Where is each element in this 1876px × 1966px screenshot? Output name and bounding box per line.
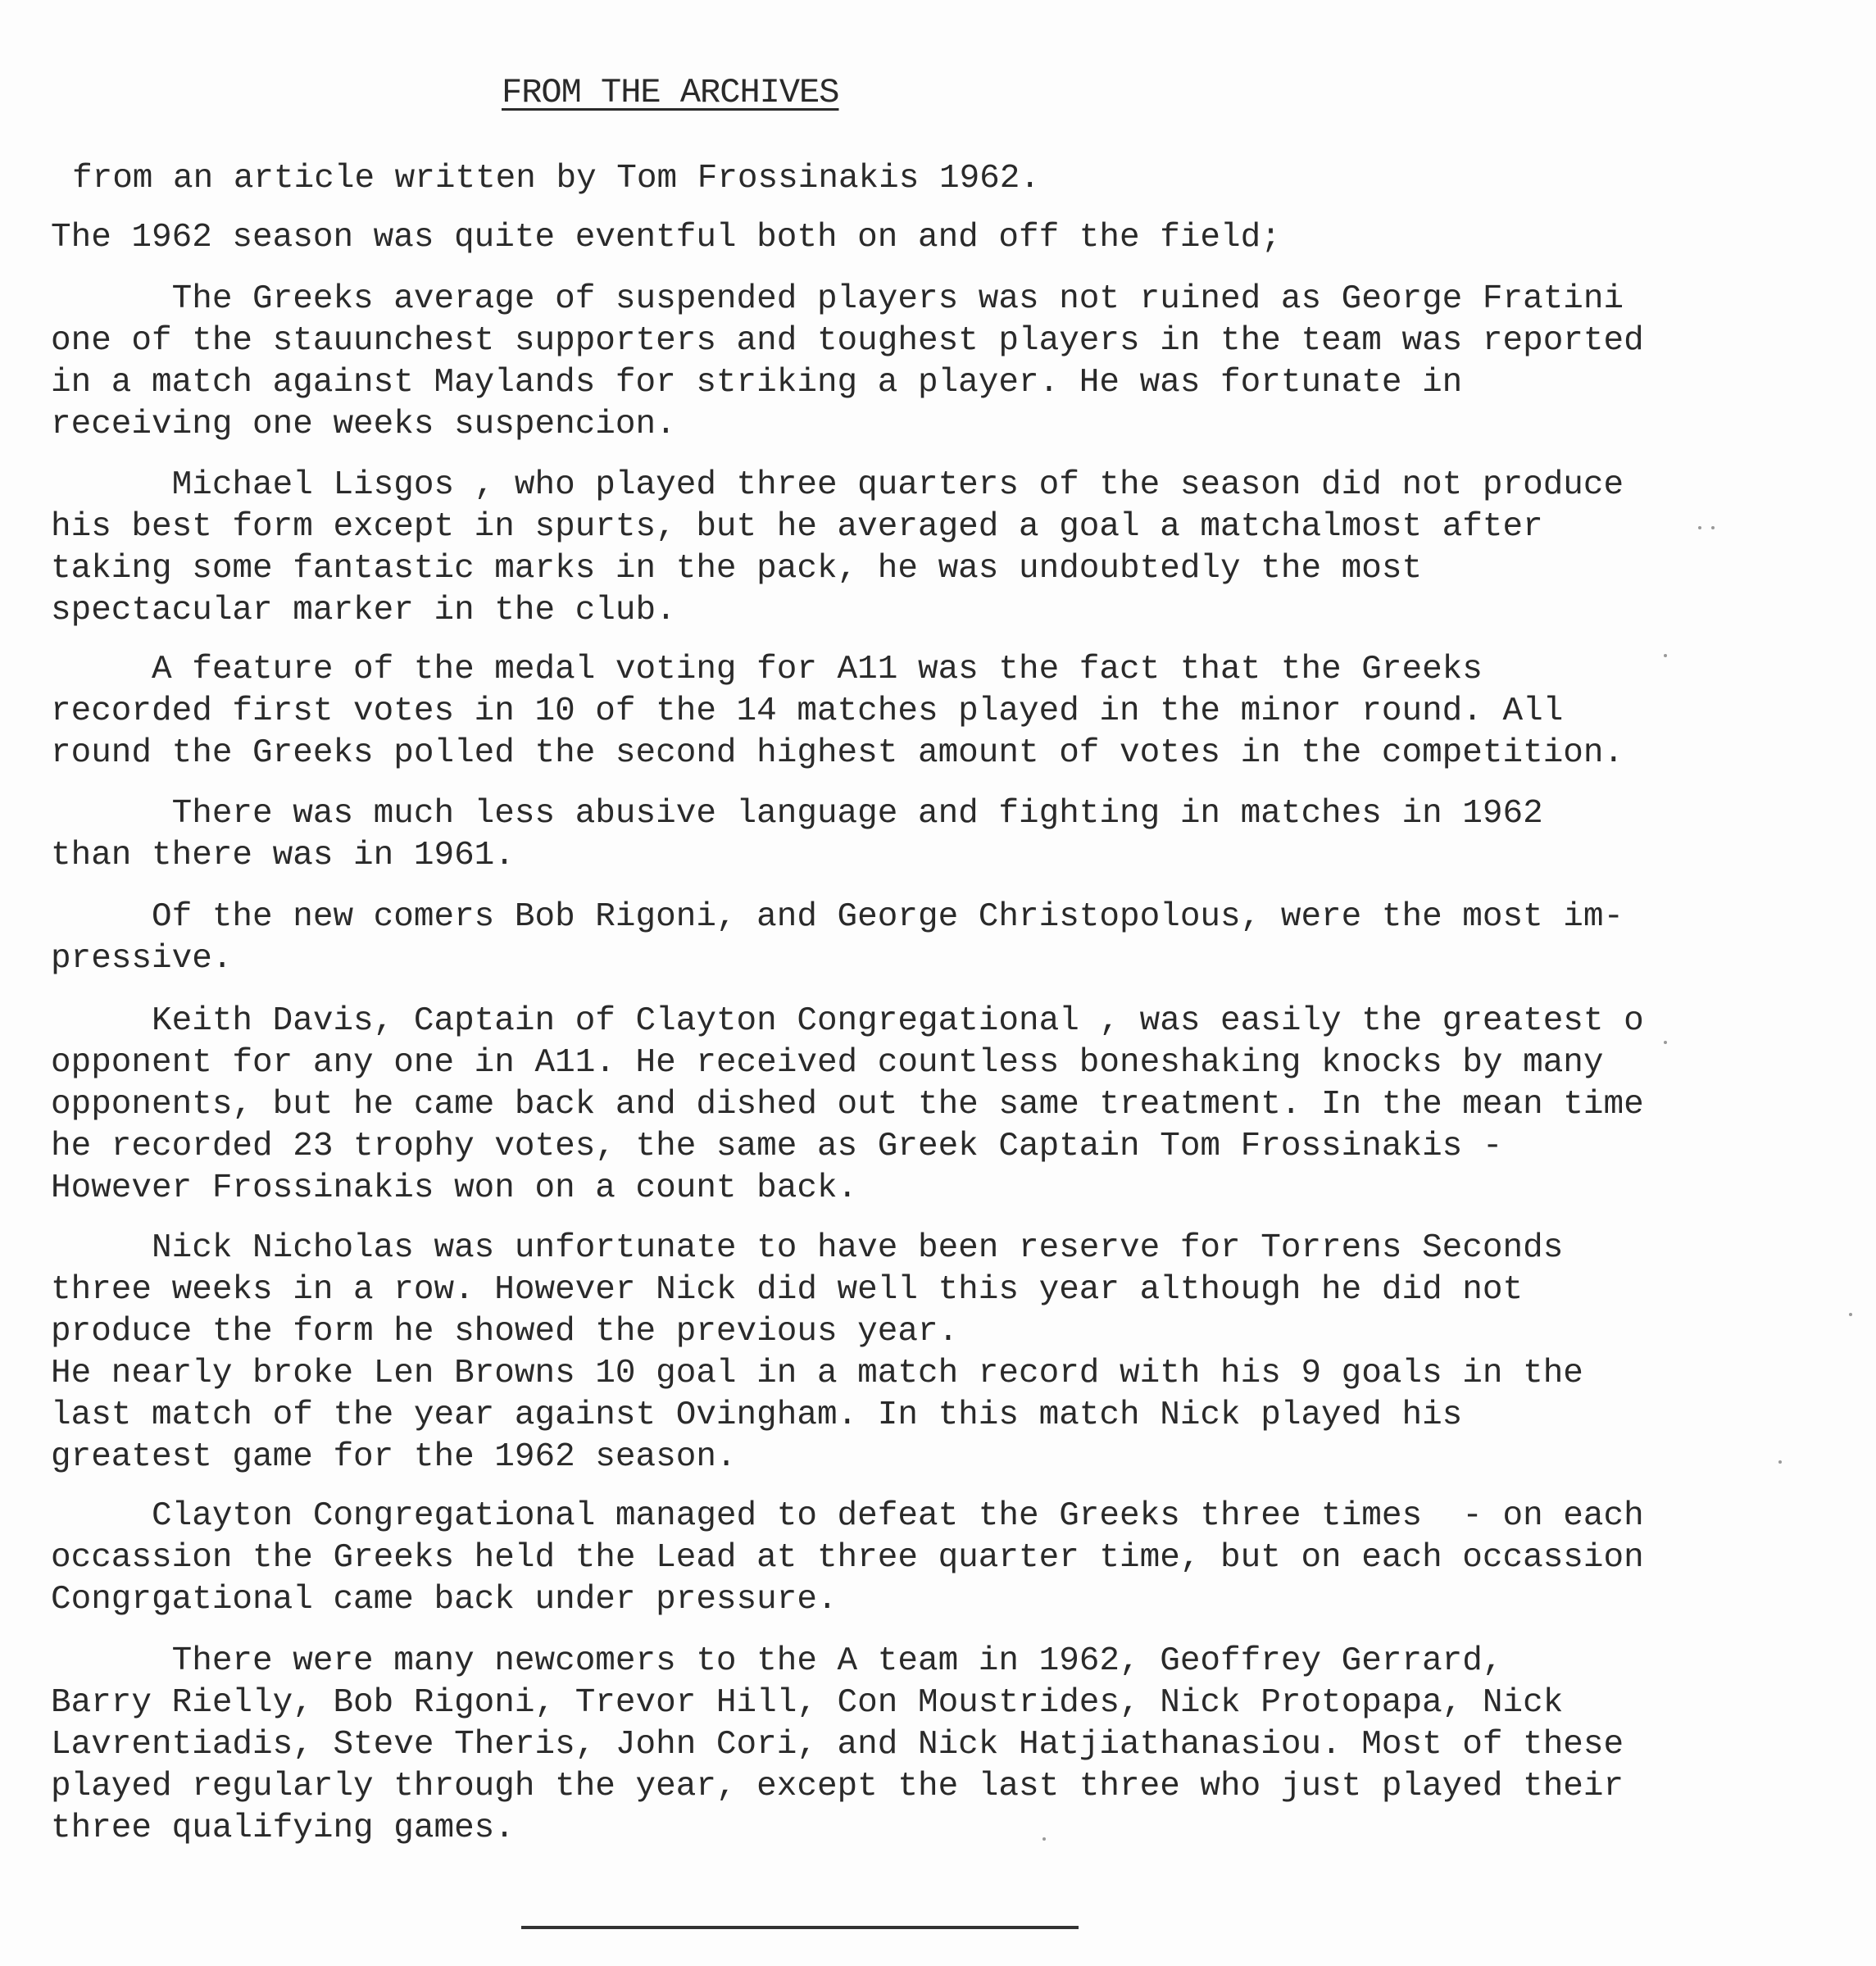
text-line: However Frossinakis won on a count back.	[51, 1169, 858, 1207]
closing-rule	[521, 1926, 1079, 1929]
paragraph-lisgos	[51, 465, 1624, 632]
text-line: Nick Nicholas was unfortunate to have been reserve for Torrens Seconds	[51, 1229, 1564, 1267]
paragraph-fratini	[51, 279, 1644, 446]
byline: from an article written by Tom Frossinakis 1962.	[72, 160, 1040, 198]
paragraph-newcomers-a-team	[51, 1641, 1624, 1850]
text-line: round the Greeks polled the second highest amount of votes in the competition.	[51, 734, 1624, 772]
text-line: three qualifying games.	[51, 1809, 515, 1847]
text-line: he recorded 23 trophy votes, the same as Greek Captain Tom Frossinakis -	[51, 1128, 1503, 1165]
paper-speck	[1698, 526, 1701, 529]
paper-speck	[1664, 654, 1667, 657]
paragraph-clayton	[51, 1496, 1644, 1621]
text-line: produce the form he showed the previous year.	[51, 1313, 959, 1351]
text-line: in a match against Maylands for striking a player. He was fortunate in	[51, 364, 1463, 402]
text-line: Of the new comers Bob Rigoni, and George Christopolous, were the most im-	[51, 898, 1624, 936]
text-line: opponent for any one in A11. He received countless boneshaking knocks by many	[51, 1044, 1604, 1082]
paragraph-keith-davis	[51, 1001, 1644, 1210]
text-line: A feature of the medal voting for A11 was the fact that the Greeks	[51, 651, 1483, 688]
paper-speck	[1042, 1837, 1046, 1841]
paragraph-language	[51, 793, 1543, 877]
text-line: The Greeks average of suspended players was not ruined as George Fratini	[51, 280, 1624, 318]
text-line: The 1962 season was quite eventful both on and off the field;	[51, 219, 1281, 257]
text-line: There was much less abusive language and fighting in matches in 1962	[51, 795, 1543, 833]
text-line: spectacular marker in the club.	[51, 592, 676, 629]
text-line: Keith Davis, Captain of Clayton Congregational , was easily the greatest o	[51, 1002, 1644, 1040]
text-line: his best form except in spurts, but he averaged a goal a matchalmost after	[51, 508, 1543, 546]
text-line: Lavrentiadis, Steve Theris, John Cori, and Nick Hatjiathanasiou. Most of these	[51, 1726, 1624, 1764]
text-line: last match of the year against Ovingham. In this match Nick played his	[51, 1396, 1463, 1434]
text-line: opponents, but he came back and dished out the same treatment. In the mean time	[51, 1086, 1644, 1124]
paragraph-new-comers	[51, 897, 1624, 980]
paragraph-nick-nicholas	[51, 1228, 1583, 1478]
text-line: receiving one weeks suspencion.	[51, 406, 676, 443]
text-line: than there was in 1961.	[51, 837, 515, 874]
text-line: Congrgational came back under pressure.	[51, 1581, 838, 1619]
text-line: three weeks in a row. However Nick did well this year although he did not	[51, 1271, 1524, 1309]
text-line: He nearly broke Len Browns 10 goal in a match record with his 9 goals in the	[51, 1355, 1583, 1392]
text-line: taking some fantastic marks in the pack, he was undoubtedly the most	[51, 550, 1423, 588]
text-line: Barry Rielly, Bob Rigoni, Trevor Hill, Con Moustrides, Nick Protopapa, Nick	[51, 1684, 1564, 1722]
page-title: FROM THE ARCHIVES	[502, 73, 839, 112]
text-line: pressive.	[51, 940, 233, 978]
paper-speck	[1711, 526, 1715, 529]
paper-speck	[1849, 1313, 1852, 1316]
text-line: Clayton Congregational managed to defeat the Greeks three times - on each	[51, 1497, 1644, 1535]
text-line: one of the stauunchest supporters and toughest players in the team was reported	[51, 322, 1644, 360]
text-line: played regularly through the year, except the last three who just played their	[51, 1768, 1624, 1805]
text-line: There were many newcomers to the A team in 1962, Geoffrey Gerrard,	[51, 1642, 1503, 1680]
text-line: greatest game for the 1962 season.	[51, 1438, 737, 1476]
paragraph-medal-voting	[51, 649, 1624, 774]
text-line: recorded first votes in 10 of the 14 matches played in the minor round. All	[51, 692, 1564, 730]
paper-speck	[1664, 1041, 1667, 1044]
text-line: occassion the Greeks held the Lead at three quarter time, but on each occassion	[51, 1539, 1644, 1577]
text-line: Michael Lisgos , who played three quarters of the season did not produce	[51, 466, 1624, 504]
paragraph-season	[51, 217, 1281, 259]
paper-speck	[1778, 1460, 1782, 1464]
